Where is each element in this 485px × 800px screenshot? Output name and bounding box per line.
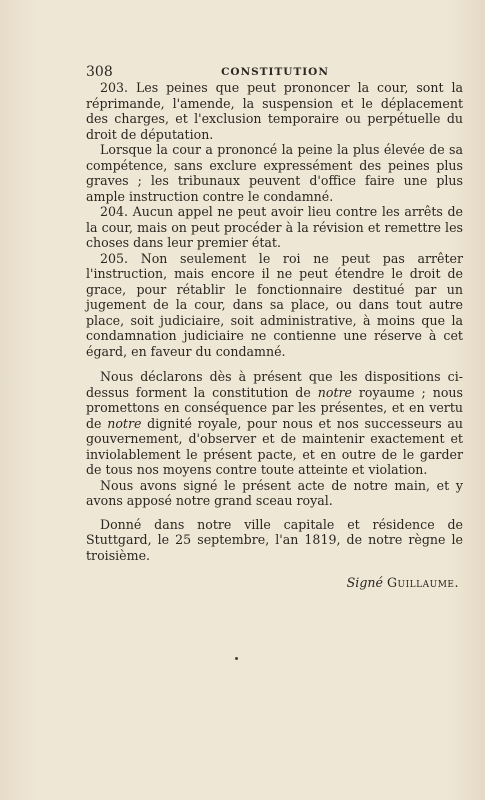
running-title: CONSTITUTION (221, 66, 329, 78)
declaration-paragraph (86, 369, 463, 478)
page-header (86, 64, 464, 80)
article-204: 204. Aucun appel ne peut avoir lieu contre les arrêts de la cour, mais on peut procéder à la révision et remettre les choses dans leur premier état. (86, 204, 463, 250)
page-body (86, 80, 463, 591)
seal-paragraph: Nous avons signé le présent acte de notre main, et y avons apposé notre grand sceau royal. (86, 477, 463, 508)
declaration-emphasis-2: notre (107, 415, 142, 431)
article-203: 203. Les peines que peut prononcer la cour, sont la réprimande, l'amende, la suspension et le déplacement des charges, et l'exclusion temporaire ou perpétuelle du droit de députation. (86, 80, 463, 142)
signature-name: Guillaume. (386, 575, 459, 590)
declaration-text-2: royaume ; nous promettons en conséquence par les présentes, et en vertu de (86, 384, 463, 431)
paragraph-sentence-extension: Lorsque la cour a prononcé la peine la plus élevée de sa compétence, sans exclure expressément des peines plus graves ; les tribunaux peuvent d'office faire une plus ample instruction contre le condamné. (86, 142, 463, 204)
declaration-emphasis-1: notre (317, 384, 352, 400)
ink-speck (235, 657, 238, 660)
signature-line (86, 575, 463, 591)
page-number: 308 (86, 64, 113, 80)
declaration-text-1: Nous déclarons dès à présent que les dispositions ci-dessus forment la constitution de (86, 369, 463, 400)
article-205: 205. Non seulement le roi ne peut pas arrêter l'instruction, mais encore il ne peut étendre le droit de grace, pour rétablir le fonctionnaire destitué par un jugement de la cour, dans sa place, ou dans tout autre place, soit judiciaire, soit administrative, à moins que la condamnation judiciaire ne contienne une réserve à cet égard, en faveur du condamné. (86, 250, 463, 359)
dated-paragraph: Donné dans notre ville capitale et résidence de Stuttgard, le 25 septembre, l'an 1819, de notre règne le troisième. (86, 516, 463, 563)
declaration-text-3: dignité royale, pour nous et nos successeurs au gouvernement, d'observer et de maintenir exactement et inviolablement le présent pacte, et en outre de le garder de tous nos moyens contre toute atteinte et violation. (86, 415, 463, 477)
signature-signed-word: Signé (346, 575, 383, 590)
